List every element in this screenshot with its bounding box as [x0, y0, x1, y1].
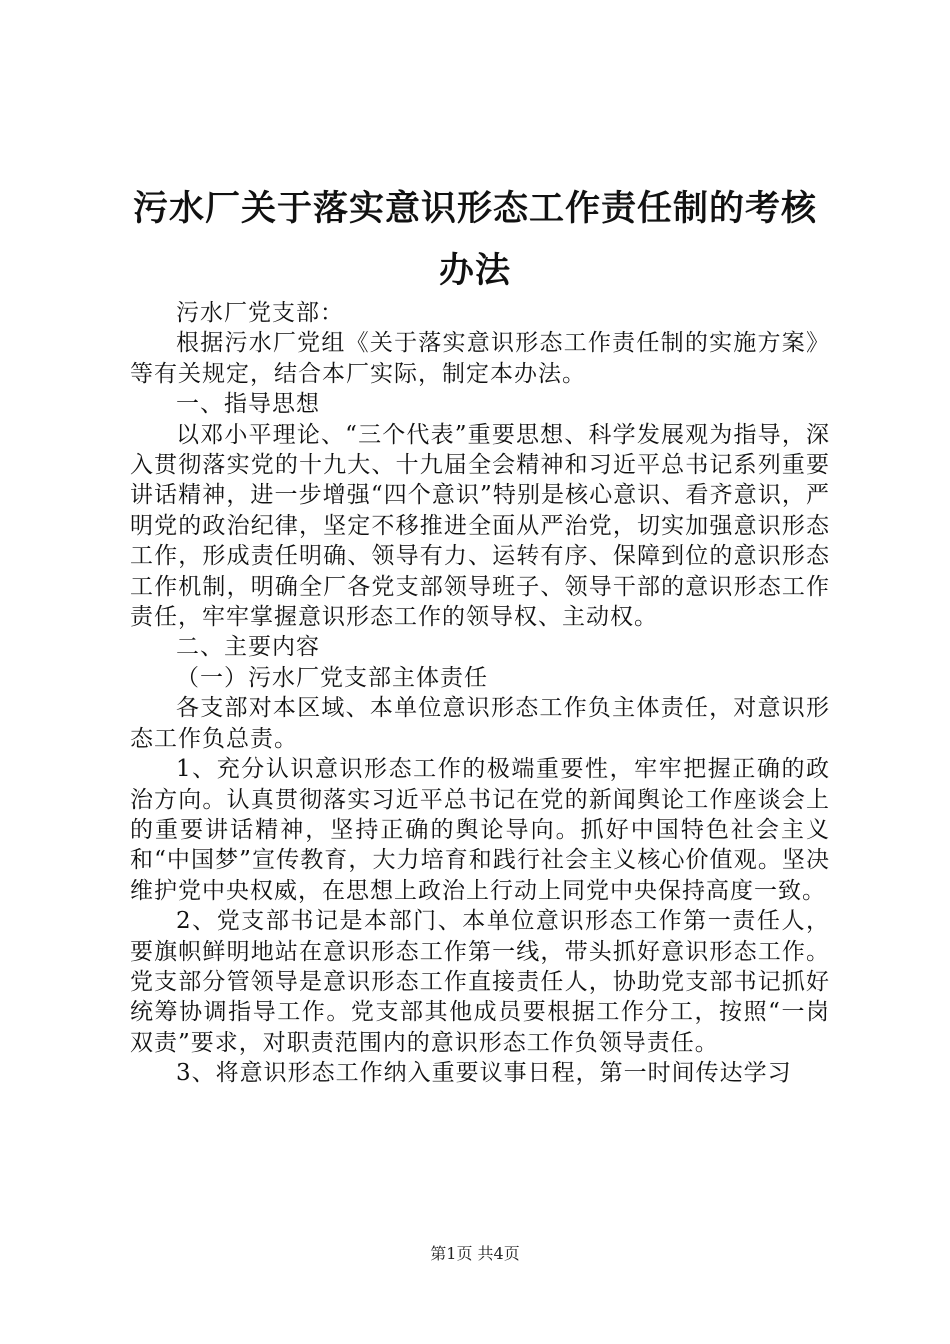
- document-title: 污水厂关于落实意识形态工作责任制的考核办法: [132, 188, 817, 291]
- item-2-paragraph: 2、党支部书记是本部门、本单位意识形态工作第一责任人，要旗帜鲜明地站在意识形态工作第一线，带头抓好意识形态工作。党支部分管领导是意识形态工作直接责任人，协助党支部书记抓好统筹协调指导工作。党支部其他成员要根据工作分工，按照“一岗双责”要求，对职责范围内的意识形态工作负领导责任。: [130, 908, 830, 1056]
- page-footer: 第1页 共4页: [430, 1244, 520, 1263]
- guiding-thought-paragraph: 以邓小平理论、“三个代表”重要思想、科学发展观为指导，深入贯彻落实党的十九大、十九届全会精神和习近平总书记系列重要讲话精神，进一步增强“四个意识”特别是核心意识、看齐意识，严明党的政治纪律，坚定不移推进全面从严治党，切实加强意识形态工作，形成责任明确、领导有力、运转有序、保障到位的意识形态工作机制，明确全厂各党支部领导班子、领导干部的意识形态工作责任，牢牢掌握意识形态工作的领导权、主动权。: [130, 421, 830, 631]
- section-heading-guiding-thought: 一、指导思想: [176, 391, 320, 418]
- item-3-paragraph: 3、将意识形态工作纳入重要议事日程，第一时间传达学习: [176, 1060, 792, 1087]
- subsection-heading-main-responsibility: （一）污水厂党支部主体责任: [176, 664, 488, 691]
- item-1-paragraph: 1、充分认识意识形态工作的极端重要性，牢牢把握正确的政治方向。认真贯彻落实习近平总书记在党的新闻舆论工作座谈会上的重要讲话精神，坚持正确的舆论导向。抓好中国特色社会主义和“中国梦”宣传教育，大力培育和践行社会主义核心价值观。坚决维护党中央权威，在思想上政治上行动上同党中央保持高度一致。: [130, 756, 830, 904]
- main-responsibility-paragraph: 各支部对本区域、本单位意识形态工作负主体责任，对意识形态工作负总责。: [130, 695, 830, 752]
- document-body: [130, 298, 830, 1089]
- intro-paragraph: 根据污水厂党组《关于落实意识形态工作责任制的实施方案》等有关规定，结合本厂实际，制定本办法。: [130, 330, 830, 387]
- section-heading-main-content: 二、主要内容: [176, 634, 320, 661]
- salutation: 污水厂党支部：: [176, 300, 344, 326]
